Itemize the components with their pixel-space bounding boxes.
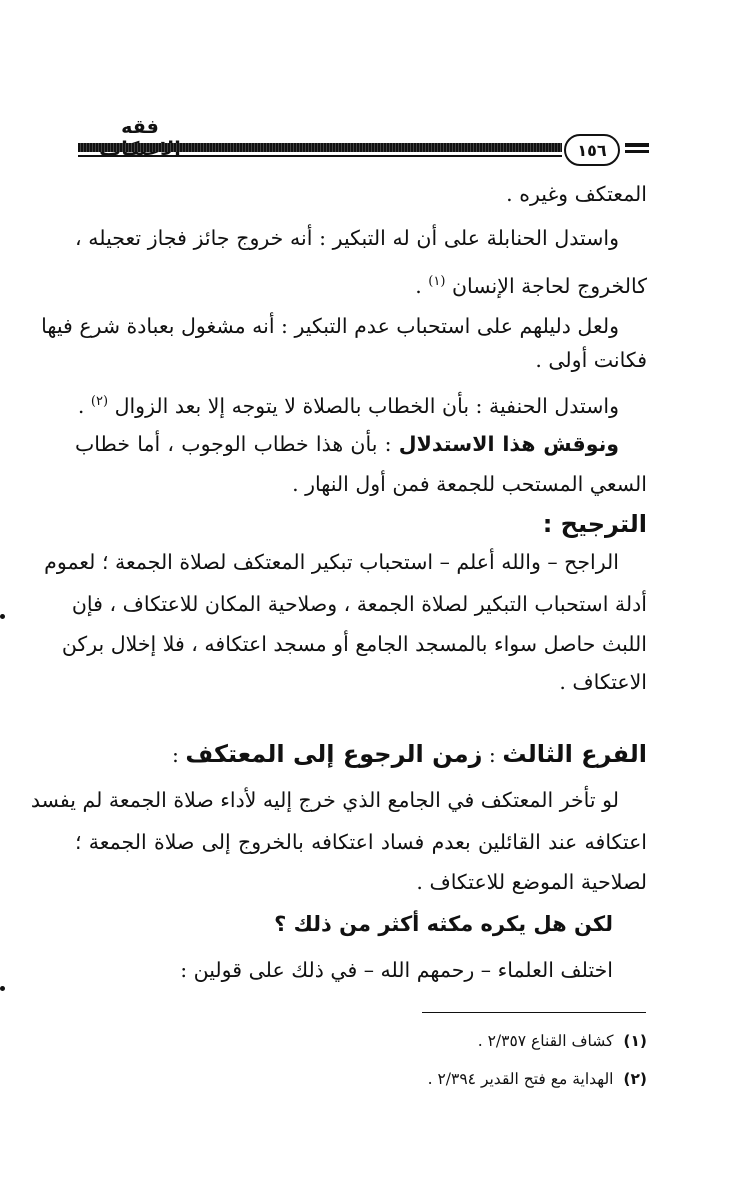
page-number: ١٥٦ bbox=[577, 140, 607, 160]
footnote-ref: (١) bbox=[428, 274, 446, 289]
footnote-number: (٢) bbox=[623, 1070, 647, 1088]
header-rule-thick bbox=[78, 143, 562, 152]
text-span: . bbox=[415, 273, 429, 298]
scan-mark bbox=[0, 614, 5, 619]
text-line bbox=[75, 424, 647, 464]
text-span: كالخروج لحاجة الإنسان bbox=[451, 273, 647, 298]
text-line: ولعل دليلهم على استحباب عدم التبكير : أنه مشغول بعبادة شرع فيها bbox=[41, 314, 619, 338]
text-line-with-footnote bbox=[75, 382, 647, 422]
text-line: المعتكف وغيره . bbox=[506, 182, 647, 206]
text-line: الراجح – والله أعلم – استحباب تبكير المعتكف لصلاة الجمعة ؛ لعموم bbox=[44, 550, 619, 574]
text-line: الاعتكاف . bbox=[559, 670, 647, 694]
section-heading-tarjih: الترجيح : bbox=[542, 510, 647, 538]
running-header-title: فقه bbox=[121, 116, 159, 138]
footnote-number: (١) bbox=[623, 1032, 647, 1050]
text-line: فكانت أولى . bbox=[535, 348, 647, 372]
header-rule-right-bottom bbox=[625, 150, 649, 153]
text-span: : بأن هذا خطاب الوجوب ، أما خطاب bbox=[75, 432, 399, 456]
text-line: اللبث حاصل سواء بالمسجد الجامع أو مسجد اعتكافه ، فلا إخلال بركن bbox=[61, 632, 647, 656]
header-rule-thin bbox=[78, 155, 562, 157]
header-rule-right-top bbox=[625, 143, 649, 147]
text-line: اعتكافه عند القائلين بعدم فساد اعتكافه بالخروج إلى صلاة الجمعة ؛ bbox=[75, 830, 647, 854]
text-line: اختلف العلماء – رحمهم الله – في ذلك على قولين : bbox=[180, 958, 613, 982]
scan-mark bbox=[0, 986, 5, 991]
text-line: السعي المستحب للجمعة فمن أول النهار . bbox=[292, 472, 647, 496]
text-span: . bbox=[77, 393, 91, 418]
text-line: لو تأخر المعتكف في الجامع الذي خرج إليه لأداء صلاة الجمعة لم يفسد bbox=[30, 788, 619, 812]
question-line: لكن هل يكره مكثه أكثر من ذلك ؟ bbox=[274, 912, 613, 936]
branch-heading-title: زمن الرجوع إلى المعتكف bbox=[185, 740, 483, 768]
branch-heading-sep: : bbox=[482, 743, 503, 767]
text-line: لصلاحية الموضع للاعتكاف . bbox=[416, 870, 647, 894]
footnote-separator bbox=[422, 1012, 646, 1013]
text-line-with-footnote bbox=[75, 262, 647, 302]
text-line: أدلة استحباب التبكير لصلاة الجمعة ، وصلاحية المكان للاعتكاف ، فإن bbox=[71, 592, 647, 616]
page-number-badge bbox=[564, 134, 620, 166]
branch-heading-label: الفرع الثالث bbox=[502, 740, 647, 768]
text-line: واستدل الحنابلة على أن له التبكير : أنه خروج جائز فجاز تعجيله ، bbox=[75, 226, 619, 250]
bold-phrase: ونوقش هذا الاستدلال bbox=[398, 432, 620, 456]
branch-heading bbox=[75, 732, 647, 776]
footnote-ref: (٢) bbox=[90, 394, 109, 409]
footnote-text: الهداية مع فتح القدير ٢/٣٩٤ . bbox=[427, 1070, 614, 1088]
footnote bbox=[200, 1064, 647, 1094]
footnote-text: كشاف القناع ٢/٣٥٧ . bbox=[477, 1032, 614, 1050]
branch-heading-end: : bbox=[171, 743, 186, 767]
footnote bbox=[200, 1026, 647, 1056]
text-span: واستدل الحنفية : بأن الخطاب بالصلاة لا يتوجه إلا بعد الزوال bbox=[114, 393, 619, 418]
